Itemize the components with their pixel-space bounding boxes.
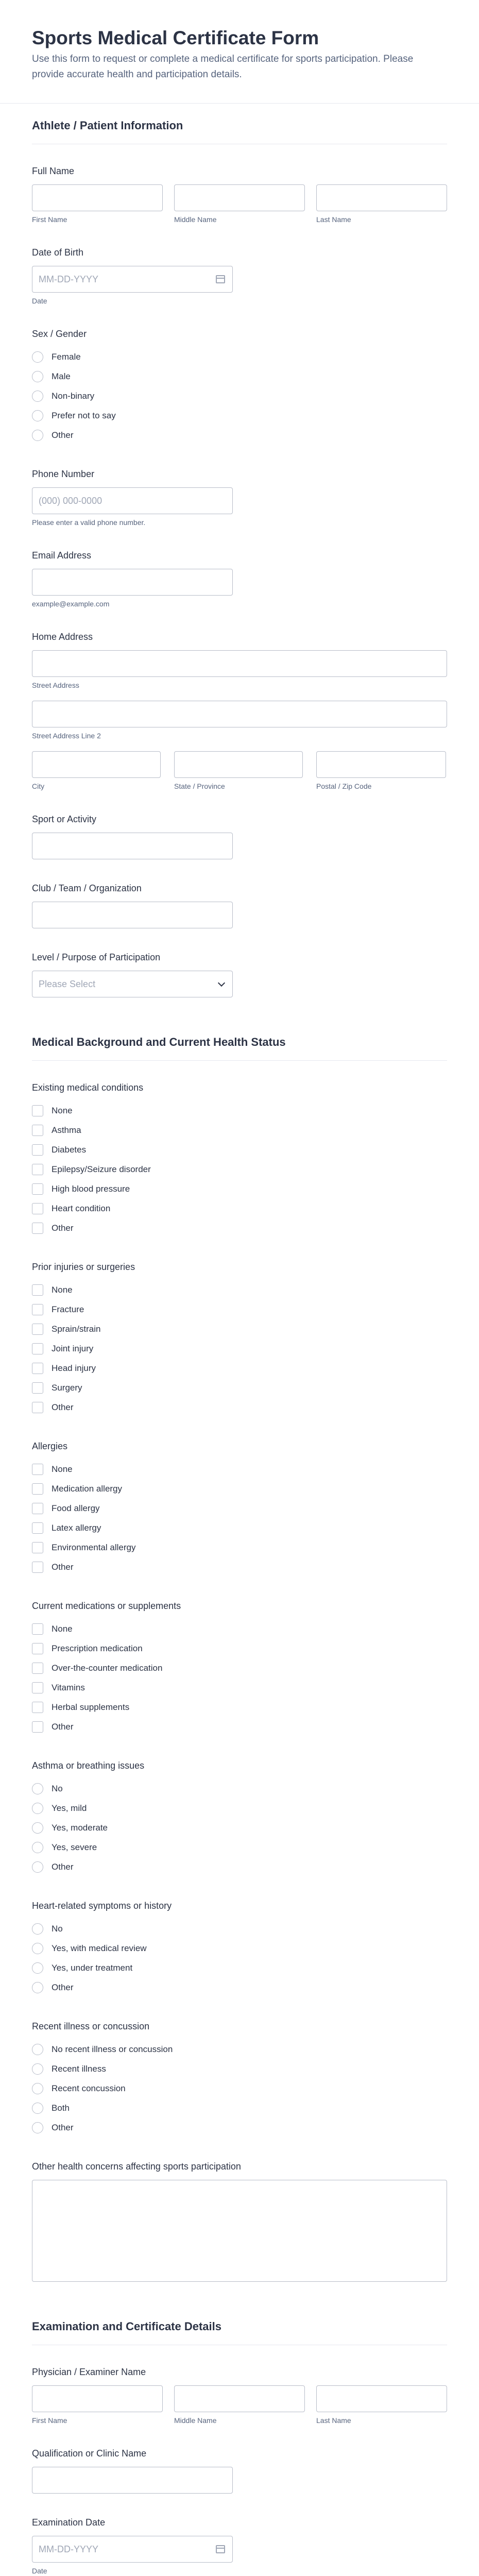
checkbox-option[interactable]: [32, 1378, 447, 1398]
full-name-label: Full Name: [32, 166, 75, 176]
checkbox[interactable]: [32, 1522, 43, 1534]
radio-button[interactable]: [32, 2044, 43, 2055]
checkbox-option[interactable]: [32, 1121, 447, 1140]
radio-option[interactable]: [32, 2079, 447, 2098]
option-label: Male: [52, 371, 71, 381]
street2-sublabel: Street Address Line 2: [32, 732, 101, 740]
phone-field: [32, 468, 447, 527]
checkbox[interactable]: [32, 1483, 43, 1495]
phone-sublabel: Please enter a valid phone number.: [32, 518, 146, 527]
option-label: Other: [52, 2123, 74, 2132]
checkbox-option[interactable]: [32, 1678, 447, 1698]
radio-button[interactable]: [32, 1842, 43, 1853]
email-input[interactable]: [32, 569, 233, 596]
option-label: High blood pressure: [52, 1184, 130, 1194]
checkbox-option[interactable]: [32, 1619, 447, 1639]
radio-option[interactable]: [32, 406, 447, 426]
radio-option[interactable]: [32, 1799, 447, 1818]
option-label: Over-the-counter medication: [52, 1663, 163, 1673]
radio-option[interactable]: [32, 1779, 447, 1799]
checkbox-option[interactable]: [32, 1398, 447, 1417]
option-label: Other: [52, 1862, 74, 1872]
meds-field: [32, 1600, 447, 1737]
radio-option[interactable]: [32, 2040, 447, 2059]
checkbox[interactable]: [32, 1105, 43, 1116]
option-label: Environmental allergy: [52, 1543, 136, 1552]
illness-field: [32, 2020, 447, 2138]
qualification-input[interactable]: [32, 2467, 233, 2494]
radio-option[interactable]: [32, 1818, 447, 1838]
option-label: Sprain/strain: [52, 1324, 101, 1334]
injuries-checkbox-group: [32, 1280, 447, 1417]
option-label: None: [52, 1624, 73, 1634]
checkbox[interactable]: [32, 1643, 43, 1654]
checkbox[interactable]: [32, 1663, 43, 1674]
examiner-middle-name-input[interactable]: [174, 2385, 305, 2412]
checkbox[interactable]: [32, 1223, 43, 1234]
illness-label: Recent illness or concussion: [32, 2021, 150, 2031]
option-label: Prescription medication: [52, 1643, 143, 1653]
option-label: Heart condition: [52, 1204, 111, 1213]
option-label: None: [52, 1464, 73, 1474]
dob-input[interactable]: [32, 266, 233, 293]
option-label: No: [52, 1924, 63, 1934]
form-header: [0, 0, 479, 104]
asthma-label: Asthma or breathing issues: [32, 1760, 145, 1771]
radio-option[interactable]: [32, 386, 447, 406]
option-label: No: [52, 1784, 63, 1793]
checkbox[interactable]: [32, 1721, 43, 1733]
street2-input[interactable]: [32, 701, 447, 727]
form-title: Sports Medical Certificate Form: [32, 27, 319, 48]
option-label: Herbal supplements: [52, 1702, 130, 1712]
first-name-sublabel: First Name: [32, 215, 67, 224]
checkbox-option[interactable]: [32, 1557, 447, 1577]
middle-name-sublabel: Middle Name: [174, 215, 217, 224]
last-name-input[interactable]: [316, 184, 447, 211]
checkbox-option[interactable]: [32, 1101, 447, 1121]
checkbox[interactable]: [32, 1203, 43, 1214]
option-label: Medication allergy: [52, 1484, 123, 1494]
middle-name-input[interactable]: [174, 184, 305, 211]
meds-checkbox-group: [32, 1619, 447, 1737]
option-label: Recent illness: [52, 2064, 106, 2074]
option-label: Prefer not to say: [52, 411, 116, 420]
checkbox[interactable]: [32, 1144, 43, 1156]
qualification-field: [32, 2447, 447, 2494]
dob-label: Date of Birth: [32, 247, 84, 258]
option-label: Female: [52, 352, 81, 362]
option-label: Yes, severe: [52, 1842, 97, 1852]
checkbox-option[interactable]: [32, 1717, 447, 1737]
radio-option[interactable]: [32, 2059, 447, 2079]
radio-button[interactable]: [32, 1803, 43, 1814]
asthma-radio-group: [32, 1779, 447, 1877]
dob-field: [32, 246, 447, 305]
option-label: None: [52, 1285, 73, 1295]
radio-button[interactable]: [32, 1923, 43, 1935]
sex-label: Sex / Gender: [32, 329, 87, 339]
checkbox-option[interactable]: [32, 1460, 447, 1479]
option-label: Other: [52, 1562, 74, 1572]
examiner-field: [32, 2366, 447, 2425]
city-input[interactable]: [32, 751, 161, 778]
radio-button[interactable]: [32, 1861, 43, 1873]
radio-button[interactable]: [32, 1982, 43, 1993]
state-sublabel: State / Province: [174, 782, 225, 790]
option-label: Latex allergy: [52, 1523, 101, 1533]
checkbox[interactable]: [32, 1382, 43, 1394]
conditions-label: Existing medical conditions: [32, 1082, 144, 1093]
option-label: Food allergy: [52, 1503, 100, 1513]
conditions-field: [32, 1081, 447, 1238]
radio-option[interactable]: [32, 2118, 447, 2138]
checkbox[interactable]: [32, 1464, 43, 1475]
exam-date-label: Examination Date: [32, 2517, 106, 2528]
injuries-field: [32, 1261, 447, 1417]
radio-option[interactable]: [32, 1978, 447, 1997]
option-label: Recent concussion: [52, 2083, 126, 2093]
other-concerns-textarea[interactable]: [32, 2180, 447, 2282]
email-label: Email Address: [32, 550, 92, 561]
calendar-icon[interactable]: [216, 275, 225, 283]
checkbox-option[interactable]: [32, 1300, 447, 1319]
checkbox-option[interactable]: [32, 1160, 447, 1179]
asthma-field: [32, 1759, 447, 1877]
option-label: Asthma: [52, 1125, 81, 1135]
option-label: Other: [52, 430, 74, 440]
checkbox-option[interactable]: [32, 1359, 447, 1378]
sport-input[interactable]: [32, 833, 233, 859]
option-label: Other: [52, 1982, 74, 1992]
option-label: Yes, mild: [52, 1803, 87, 1813]
address-label: Home Address: [32, 632, 93, 642]
postal-sublabel: Postal / Zip Code: [316, 782, 372, 790]
injuries-label: Prior injuries or surgeries: [32, 1262, 135, 1272]
checkbox[interactable]: [32, 1623, 43, 1635]
level-field: [32, 951, 447, 997]
other-concerns-field: [32, 2160, 447, 2282]
checkbox-option[interactable]: [32, 1479, 447, 1499]
street1-sublabel: Street Address: [32, 681, 79, 689]
radio-button[interactable]: [32, 2083, 43, 2094]
checkbox[interactable]: [32, 1702, 43, 1713]
last-name-sublabel: Last Name: [316, 215, 351, 224]
level-placeholder: Please Select: [39, 979, 96, 989]
radio-option[interactable]: [32, 347, 447, 367]
option-label: Fracture: [52, 1304, 84, 1314]
form-description: Use this form to request or complete a medical certificate for sports participation. Please provide accurate health and participation details.: [32, 54, 414, 80]
checkbox-option[interactable]: [32, 1518, 447, 1538]
allergies-checkbox-group: [32, 1460, 447, 1577]
section-title-athlete: Athlete / Patient Information: [32, 104, 447, 144]
checkbox[interactable]: [32, 1542, 43, 1553]
option-label: Head injury: [52, 1363, 96, 1373]
option-label: Joint injury: [52, 1344, 94, 1353]
option-label: Other: [52, 1722, 74, 1732]
checkbox[interactable]: [32, 1183, 43, 1195]
radio-button[interactable]: [32, 2063, 43, 2075]
address-field: [32, 631, 447, 790]
checkbox[interactable]: [32, 1402, 43, 1413]
radio-option[interactable]: [32, 1838, 447, 1857]
radio-option[interactable]: [32, 1857, 447, 1877]
radio-button[interactable]: [32, 1822, 43, 1834]
section-title-exam: Examination and Certificate Details: [32, 2304, 447, 2345]
checkbox[interactable]: [32, 1284, 43, 1296]
checkbox[interactable]: [32, 1304, 43, 1315]
exam-date-input[interactable]: [32, 2536, 233, 2563]
radio-button[interactable]: [32, 2122, 43, 2133]
checkbox[interactable]: [32, 1682, 43, 1693]
level-select[interactable]: [32, 971, 233, 997]
checkbox[interactable]: [32, 1324, 43, 1335]
option-label: Both: [52, 2103, 70, 2113]
checkbox-option[interactable]: [32, 1179, 447, 1199]
exam-date-field: [32, 2516, 447, 2575]
option-label: Yes, with medical review: [52, 1943, 147, 1953]
phone-input[interactable]: [32, 487, 233, 514]
dob-placeholder: MM-DD-YYYY: [39, 274, 98, 284]
sex-field: [32, 328, 447, 445]
option-label: Diabetes: [52, 1145, 87, 1155]
checkbox-option[interactable]: [32, 1698, 447, 1717]
option-label: Yes, moderate: [52, 1823, 108, 1833]
radio-option[interactable]: [32, 1958, 447, 1978]
section-title-medical: Medical Background and Current Health Status: [32, 1020, 447, 1061]
radio-button[interactable]: [32, 410, 43, 421]
allergies-field: [32, 1440, 447, 1577]
option-label: Epilepsy/Seizure disorder: [52, 1164, 151, 1174]
medical-section: [0, 1020, 479, 2282]
heart-label: Heart-related symptoms or history: [32, 1901, 172, 1911]
state-input[interactable]: [174, 751, 303, 778]
checkbox-option[interactable]: [32, 1538, 447, 1557]
exam-section: [0, 2304, 479, 2576]
option-label: Yes, under treatment: [52, 1963, 133, 1973]
checkbox[interactable]: [32, 1125, 43, 1136]
city-sublabel: City: [32, 782, 45, 790]
radio-button[interactable]: [32, 371, 43, 382]
radio-option[interactable]: [32, 2098, 447, 2118]
checkbox-option[interactable]: [32, 1280, 447, 1300]
email-sublabel: example@example.com: [32, 600, 110, 608]
sport-field: [32, 813, 447, 859]
radio-option[interactable]: [32, 426, 447, 445]
option-label: Other: [52, 1402, 74, 1412]
checkbox-option[interactable]: [32, 1639, 447, 1658]
examiner-first-name-input[interactable]: [32, 2385, 163, 2412]
qualification-label: Qualification or Clinic Name: [32, 2448, 147, 2459]
checkbox-option[interactable]: [32, 1140, 447, 1160]
option-label: Vitamins: [52, 1683, 85, 1692]
option-label: No recent illness or concussion: [52, 2044, 173, 2054]
heart-radio-group: [32, 1919, 447, 1997]
radio-option[interactable]: [32, 1939, 447, 1958]
exam-date-sublabel: Date: [32, 2567, 47, 2575]
radio-button[interactable]: [32, 2103, 43, 2114]
checkbox-option[interactable]: [32, 1319, 447, 1339]
checkbox[interactable]: [32, 1503, 43, 1514]
radio-option[interactable]: [32, 367, 447, 386]
checkbox[interactable]: [32, 1343, 43, 1354]
conditions-checkbox-group: [32, 1101, 447, 1238]
club-input[interactable]: [32, 902, 233, 928]
level-label: Level / Purpose of Participation: [32, 952, 161, 962]
checkbox-option[interactable]: [32, 1658, 447, 1678]
examiner-label: Physician / Examiner Name: [32, 2367, 146, 2377]
dob-sublabel: Date: [32, 297, 47, 305]
examiner-middle-name-sublabel: Middle Name: [174, 2416, 217, 2425]
radio-option[interactable]: [32, 1919, 447, 1939]
illness-radio-group: [32, 2040, 447, 2138]
option-label: Other: [52, 1223, 74, 1233]
meds-label: Current medications or supplements: [32, 1601, 181, 1611]
examiner-first-name-sublabel: First Name: [32, 2416, 67, 2425]
full-name-field: [32, 165, 447, 224]
checkbox-option[interactable]: [32, 1339, 447, 1359]
radio-button[interactable]: [32, 1943, 43, 1954]
examiner-last-name-input[interactable]: [316, 2385, 447, 2412]
radio-button[interactable]: [32, 1783, 43, 1794]
athlete-section: [0, 104, 479, 997]
checkbox-option[interactable]: [32, 1218, 447, 1238]
checkbox-option[interactable]: [32, 1499, 447, 1518]
exam-date-placeholder: MM-DD-YYYY: [39, 2544, 98, 2554]
sex-radio-group: [32, 347, 447, 445]
checkbox[interactable]: [32, 1562, 43, 1573]
first-name-input[interactable]: [32, 184, 163, 211]
club-field: [32, 882, 447, 928]
chevron-down-icon: [218, 979, 225, 987]
calendar-icon[interactable]: [216, 2545, 225, 2553]
heart-field: [32, 1900, 447, 1997]
option-label: Surgery: [52, 1383, 82, 1393]
checkbox[interactable]: [32, 1164, 43, 1175]
street1-input[interactable]: [32, 650, 447, 677]
examiner-last-name-sublabel: Last Name: [316, 2416, 351, 2425]
option-label: Non-binary: [52, 391, 95, 401]
allergies-label: Allergies: [32, 1441, 68, 1451]
postal-input[interactable]: [316, 751, 446, 778]
option-label: None: [52, 1106, 73, 1115]
email-field: [32, 549, 447, 608]
phone-placeholder: (000) 000-0000: [39, 496, 102, 506]
phone-label: Phone Number: [32, 469, 95, 479]
other-concerns-label: Other health concerns affecting sports participation: [32, 2161, 241, 2172]
radio-button[interactable]: [32, 351, 43, 363]
sport-label: Sport or Activity: [32, 814, 97, 824]
radio-button[interactable]: [32, 391, 43, 402]
radio-button[interactable]: [32, 430, 43, 441]
radio-button[interactable]: [32, 1962, 43, 1974]
checkbox[interactable]: [32, 1363, 43, 1374]
club-label: Club / Team / Organization: [32, 883, 142, 893]
checkbox-option[interactable]: [32, 1199, 447, 1218]
